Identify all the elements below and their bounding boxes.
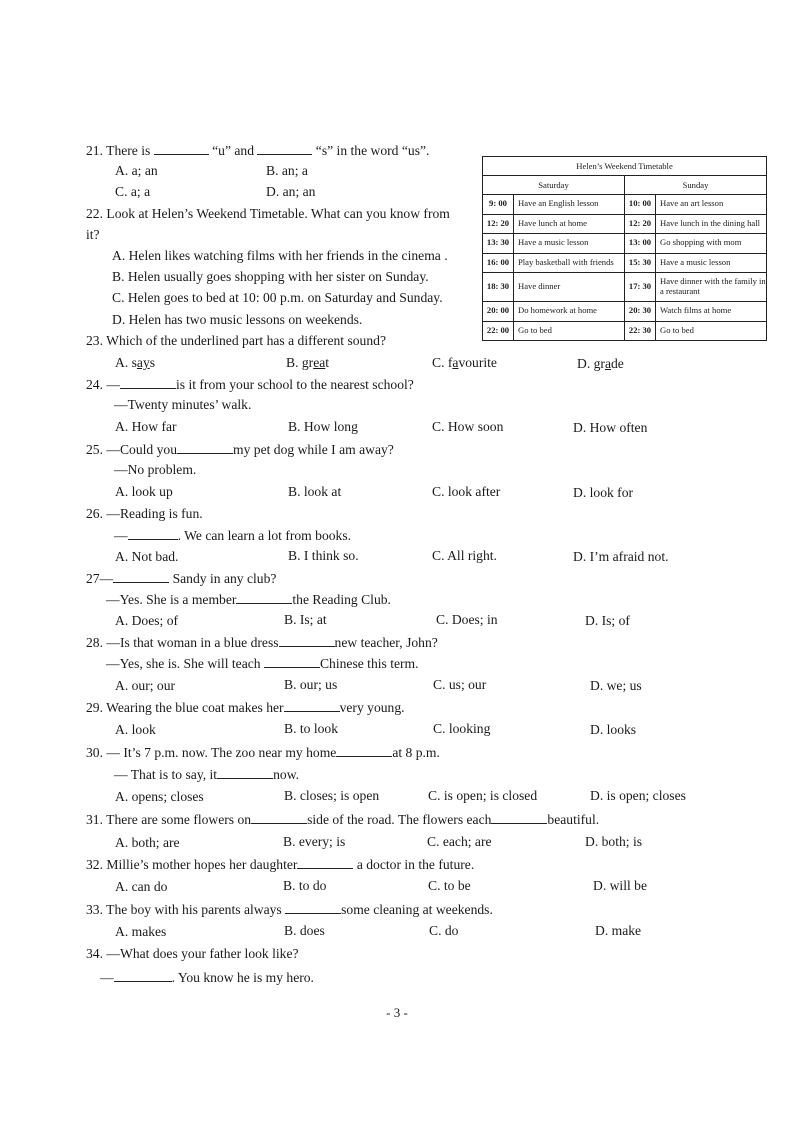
q32-option-d: D. will be <box>593 878 647 893</box>
q29-option-d: D. looks <box>590 722 637 737</box>
q32-option-b: B. to do <box>283 878 327 893</box>
q24-stem: 24. — is it from your school to the nearest school? <box>86 377 414 392</box>
answer-blank <box>114 969 172 982</box>
q34-stem: 34. —What does your father look like? <box>86 946 299 961</box>
q21-option-d: D. an; an <box>266 184 316 199</box>
q30-option-c: C. is open; is closed <box>428 788 538 803</box>
timetable-row: 18: 30 Have dinner 17: 30 Have dinner with the family in a restaurant <box>483 273 766 302</box>
q23-option-b: B. great <box>286 355 330 370</box>
q32-option-c: C. to be <box>428 878 471 893</box>
timetable-row: 12: 20 Have lunch at home 12: 20 Have lunch in the dining hall <box>483 215 766 235</box>
q23-option-d: D. grade <box>577 356 624 371</box>
answer-blank <box>297 856 353 869</box>
q21-option-a: A. a; an <box>115 163 158 178</box>
q31-option-b: B. every; is <box>283 834 346 849</box>
q31-option-c: C. each; are <box>427 834 492 849</box>
q27-reply: —Yes. She is a member the Reading Club. <box>106 592 391 607</box>
answer-blank <box>128 527 178 540</box>
answer-blank <box>217 766 273 779</box>
q27-stem: 27— Sandy in any club? <box>86 571 277 586</box>
q21-option-b: B. an; a <box>266 163 308 178</box>
q23-option-a: A. says <box>115 355 156 370</box>
timetable-header <box>483 176 766 195</box>
q32-stem: 32. Millie’s mother hopes her daughter a doctor in the future. <box>86 857 475 872</box>
q31-stem: 31. There are some flowers on side of the road. The flowers each beautiful. <box>86 812 600 827</box>
q30-reply: — That is to say, it now. <box>114 767 300 782</box>
q25-option-c: C. look after <box>432 484 501 499</box>
q26-option-a: A. Not bad. <box>115 549 179 564</box>
answer-blank <box>251 811 307 824</box>
q24-option-a: A. How far <box>115 419 177 434</box>
q30-option-b: B. closes; is open <box>284 788 380 803</box>
timetable-title: Helen’s Weekend Timetable <box>483 157 766 176</box>
q25-option-a: A. look up <box>115 484 173 499</box>
answer-blank <box>264 655 320 668</box>
q32-option-a: A. can do <box>115 879 168 894</box>
timetable-row: 20: 00 Do homework at home 20: 30 Watch films at home <box>483 302 766 322</box>
q33-stem: 33. The boy with his parents always some cleaning at weekends. <box>86 902 493 917</box>
answer-blank <box>285 901 341 914</box>
q22-option-b: B. Helen usually goes shopping with her sister on Sunday. <box>112 269 429 284</box>
q26-option-c: C. All right. <box>432 548 497 563</box>
q26-option-d: D. I’m afraid not. <box>573 549 669 564</box>
answer-blank <box>257 142 312 155</box>
q22-stem-line1: 22. Look at Helen’s Weekend Timetable. What can you know from <box>86 206 450 221</box>
q31-option-a: A. both; are <box>115 835 180 850</box>
q28-option-a: A. our; our <box>115 678 176 693</box>
q30-option-a: A. opens; closes <box>115 789 204 804</box>
q25-stem: 25. —Could you my pet dog while I am away? <box>86 442 394 457</box>
q28-option-b: B. our; us <box>284 677 338 692</box>
timetable-row: 9: 00 Have an English lesson 10: 00 Have an art lesson <box>483 195 766 215</box>
answer-blank <box>177 441 233 454</box>
q29-option-b: B. to look <box>284 721 339 736</box>
q27-option-c: C. Does; in <box>436 612 498 627</box>
q23-option-c: C. favourite <box>432 355 497 370</box>
answer-blank <box>336 744 392 757</box>
q24-option-c: C. How soon <box>432 419 504 434</box>
q24-reply: —Twenty minutes’ walk. <box>114 397 252 412</box>
q24-option-d: D. How often <box>573 420 648 435</box>
q33-option-d: D. make <box>595 923 642 938</box>
saturday-header: Saturday <box>483 176 625 194</box>
q25-reply: —No problem. <box>114 462 197 477</box>
q25-option-d: D. look for <box>573 485 634 500</box>
q26-stem: 26. —Reading is fun. <box>86 506 203 521</box>
q30-option-d: D. is open; closes <box>590 788 686 803</box>
answer-blank <box>120 376 176 389</box>
timetable-row: 22: 00 Go to bed 22: 30 Go to bed <box>483 322 766 341</box>
q27-option-b: B. Is; at <box>284 612 327 627</box>
q27-option-a: A. Does; of <box>115 613 179 628</box>
q21-stem: 21. There is “u” and “s” in the word “us”. <box>86 143 430 158</box>
q33-option-a: A. makes <box>115 924 167 939</box>
q29-option-a: A. look <box>115 722 156 737</box>
answer-blank <box>154 142 209 155</box>
q28-reply: —Yes, she is. She will teach Chinese this term. <box>106 656 419 671</box>
answer-blank <box>113 570 169 583</box>
answer-blank <box>491 811 547 824</box>
q25-option-b: B. look at <box>288 484 342 499</box>
q31-option-d: D. both; is <box>585 834 643 849</box>
q34-reply: — . You know he is my hero. <box>100 970 314 985</box>
q28-stem: 28. —Is that woman in a blue dress new teacher, John? <box>86 635 438 650</box>
q22-option-a: A. Helen likes watching films with her friends in the cinema . <box>112 248 448 263</box>
q22-stem-line2: it? <box>86 227 100 242</box>
answer-blank <box>236 591 292 604</box>
answer-blank <box>279 634 335 647</box>
timetable-row: 13: 30 Have a music lesson 13: 00 Go shopping with mom <box>483 234 766 254</box>
q24-option-b: B. How long <box>288 419 358 434</box>
q22-option-c: C. Helen goes to bed at 10: 00 p.m. on Saturday and Sunday. <box>112 290 443 305</box>
q30-stem: 30. — It’s 7 p.m. now. The zoo near my home at 8 p.m. <box>86 745 440 760</box>
q28-option-c: C. us; our <box>433 677 487 692</box>
answer-blank <box>284 699 340 712</box>
q21-option-c: C. a; a <box>115 184 151 199</box>
q29-stem: 29. Wearing the blue coat makes her very young. <box>86 700 405 715</box>
q33-option-b: B. does <box>284 923 325 938</box>
page-number: - 3 - <box>386 1005 408 1020</box>
q26-option-b: B. I think so. <box>288 548 359 563</box>
q22-option-d: D. Helen has two music lessons on weekends. <box>112 312 363 327</box>
q28-option-d: D. we; us <box>590 678 642 693</box>
timetable-row: 16: 00 Play basketball with friends 15: 30 Have a music lesson <box>483 254 766 274</box>
weekend-timetable <box>482 156 767 341</box>
q23-stem: 23. Which of the underlined part has a different sound? <box>86 333 386 348</box>
sunday-header: Sunday <box>682 180 709 190</box>
q27-option-d: D. Is; of <box>585 613 630 628</box>
q29-option-c: C. looking <box>433 721 491 736</box>
q26-reply: — . We can learn a lot from books. <box>114 528 352 543</box>
q33-option-c: C. do <box>429 923 459 938</box>
